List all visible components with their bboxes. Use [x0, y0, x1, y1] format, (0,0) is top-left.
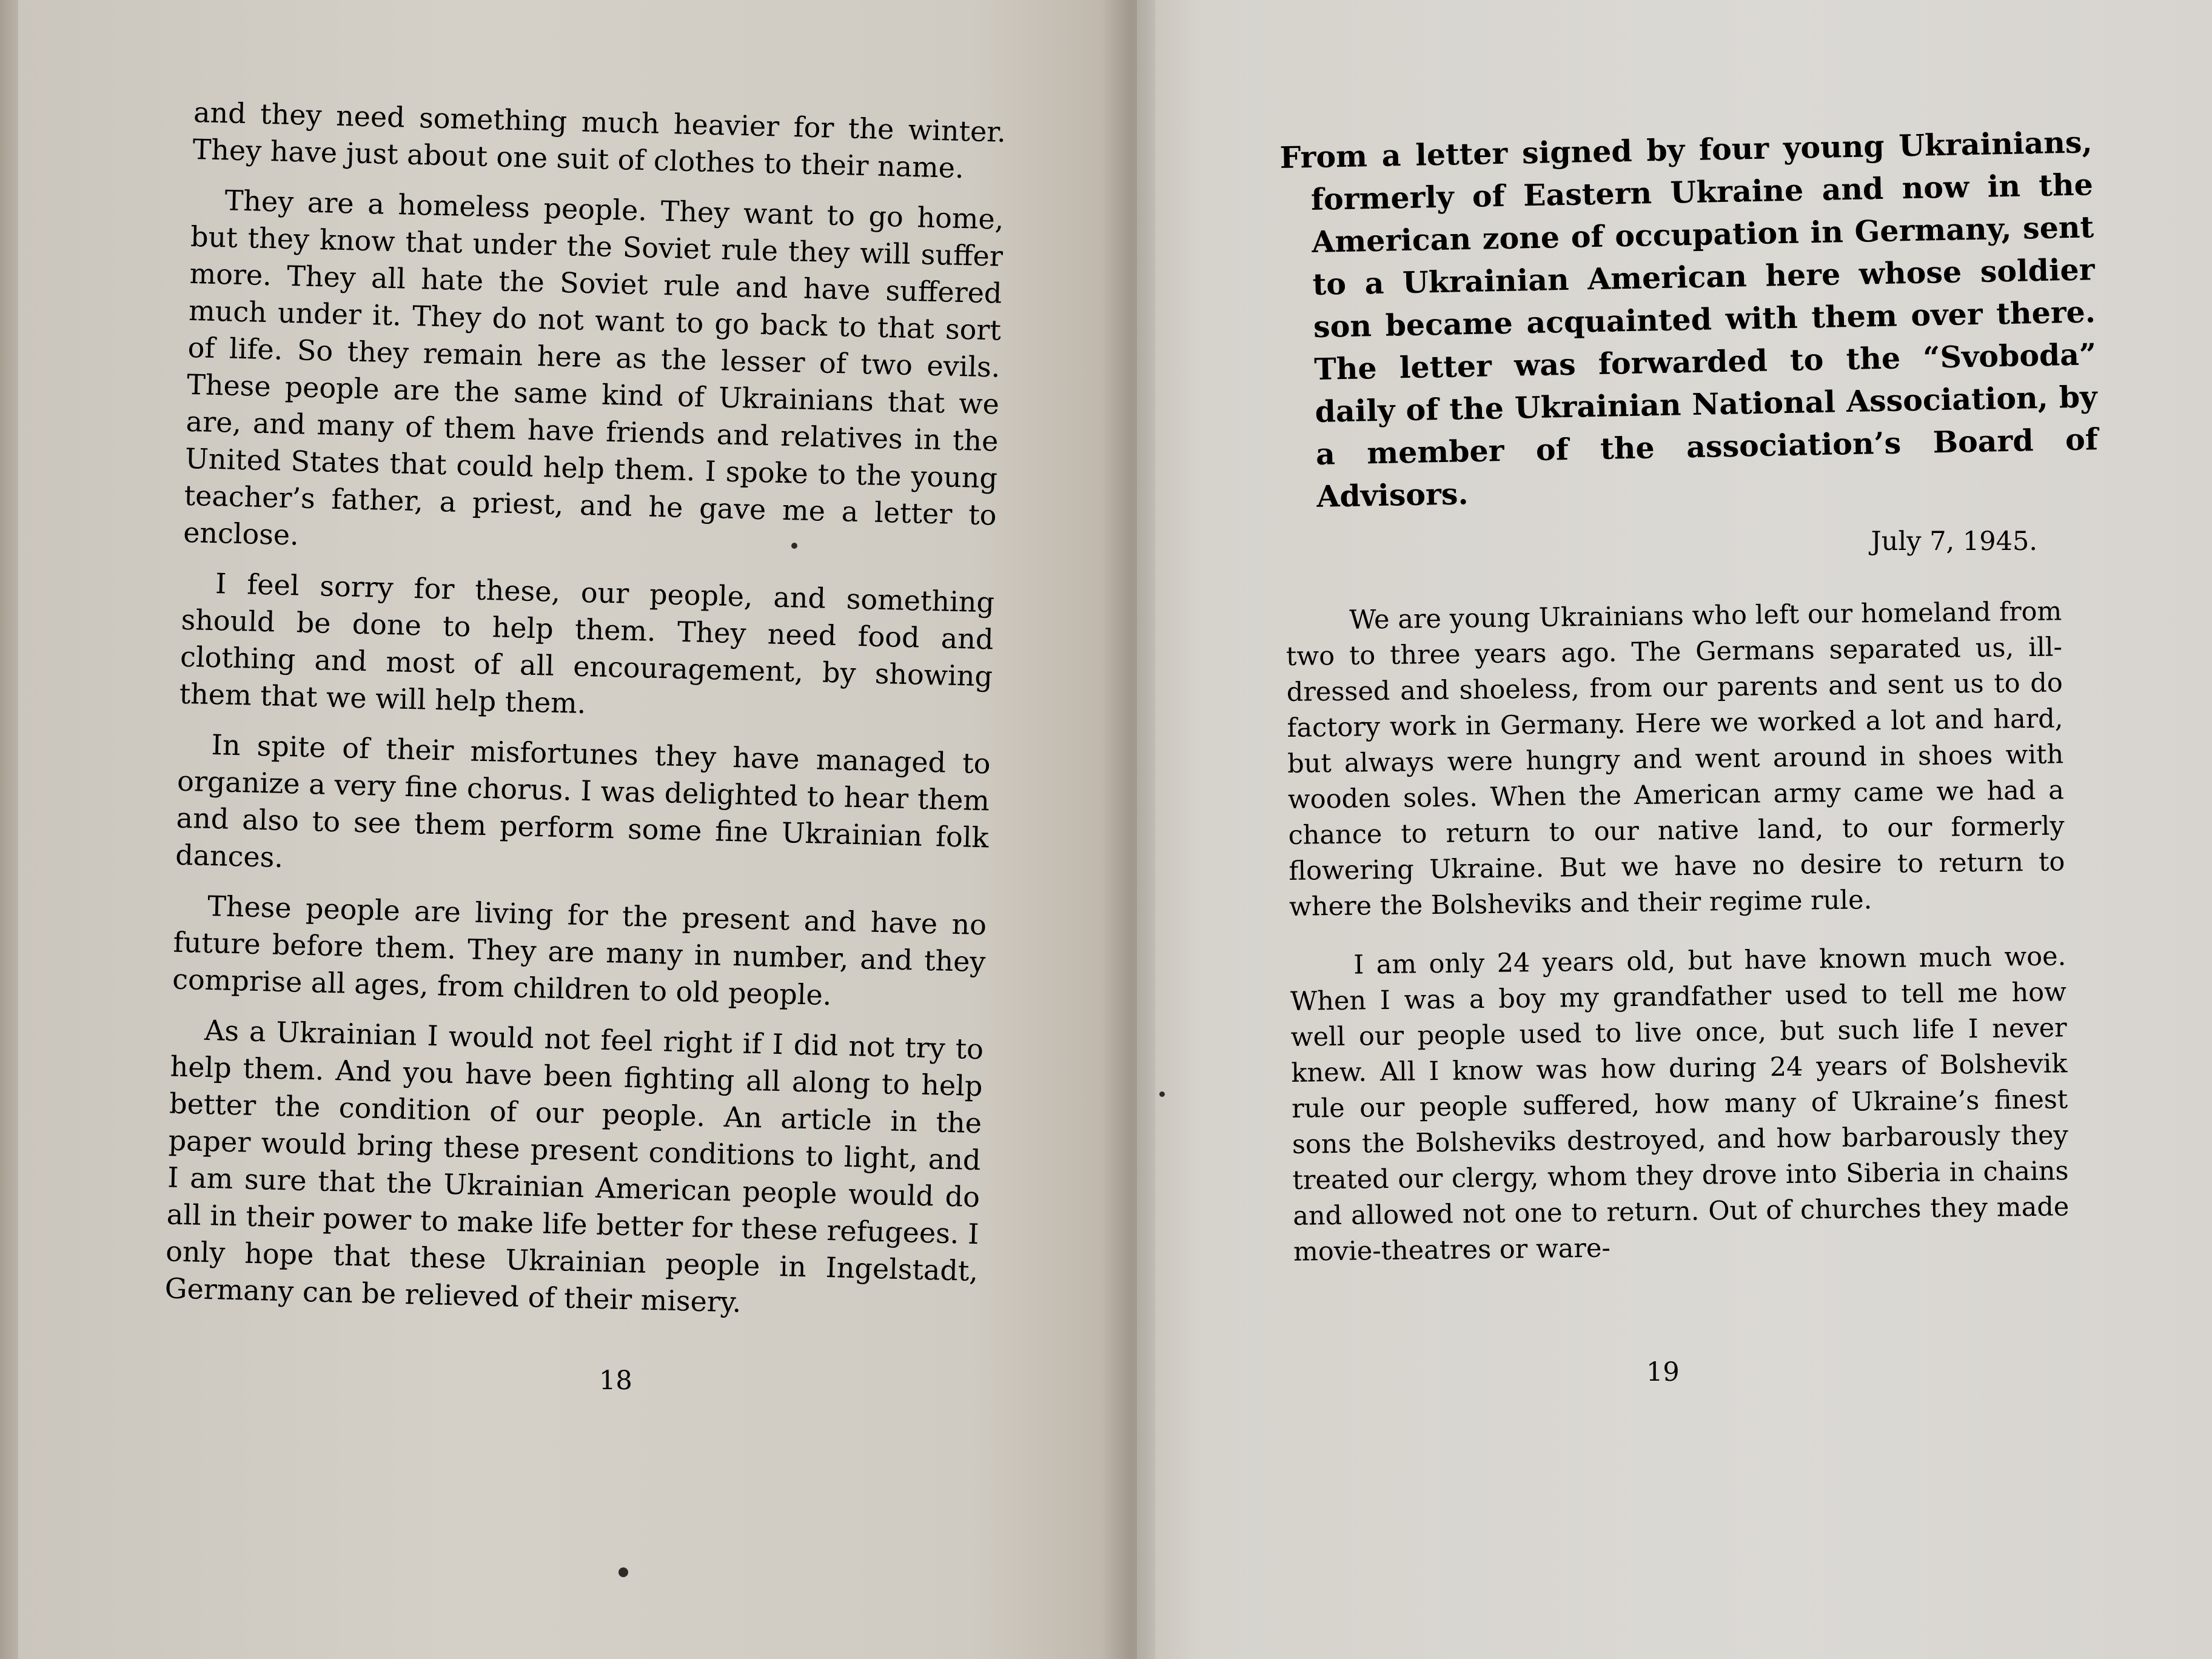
- letter-date: July 7, 1945.: [1871, 526, 2037, 557]
- right-paragraph-1: We are young Ukrainians who left our homeland from two to three years ago. The Germans separated us, ill-dressed and shoeless, from our parents and sent us to do factory work in Germany. Here we worked a lot and hard, but always were hungry and went around in shoes with wooden soles. When the American army came we had a chance to return to our native land, to our formerly flowering Ukraine. But we have no desire to return to where the Bolsheviks and their regime rule.: [1285, 596, 2065, 922]
- left-paragraph-1: and they need something much heavier for the winter. They have just about one suit of clothes to their name.: [192, 95, 1007, 185]
- left-paragraph-4: In spite of their misfortunes they have managed to organize a very fine chorus. I was delighted to hear them and also to see them perform some fine Ukrainian folk dances.: [175, 728, 991, 874]
- right-page-body: [1285, 594, 2070, 1293]
- letter-introduction: From a letter signed by four young Ukrainians, formerly of Eastern Ukraine and now in the American zone of occupation in Germany, sent to a Ukrainian American here whose soldier son became acquainted with them over there. The letter was forwarded to the “Svoboda” daily of the Ukrainian National Association, by a member of the association’s Board of Advisors.: [1279, 124, 2099, 514]
- paper-speck: [1159, 1091, 1165, 1097]
- paper-speck: [618, 1567, 628, 1577]
- right-page-number: 19: [1646, 1357, 1680, 1387]
- left-page-body: [164, 94, 1007, 1340]
- left-paragraph-5: These people are living for the present and have no future before them. They are many in number, and they comprise all ages, from children to old people.: [172, 889, 987, 1012]
- left-paragraph-3: I feel sorry for these, our people, and something should be done to help them. They need food and clothing and most of all encouragement, by showing them that we will help them.: [179, 567, 995, 720]
- left-page-number: 18: [599, 1366, 632, 1396]
- left-paragraph-2: They are a homeless people. They want to go home, but they know that under the Soviet rule they will suffer more. They all hate the Soviet rule and have suffered much under it. They do not want to go back to that sort of life. So they remain here as the lesser of two evils. These people are the same kind of Ukrainians that we are, and many of them have friends and relatives in the United States that could help them. I spoke to the young teacher’s father, a priest, and he gave me a letter to enclose.: [183, 184, 1005, 552]
- book-gutter: [1101, 0, 1155, 1659]
- paper-speck: [791, 543, 797, 549]
- right-paragraph-2: I am only 24 years old, but have known much woe. When I was a boy my grandfather used to tell me how well our people used to live once, but such life I never knew. All I know was how during 24 years of Bolshevik rule our people suffered, how many of Ukraine’s finest sons the Bolsheviks destroyed, and how barbarously they treated our clergy, whom they drove into Siberia in chains and allowed not one to return. Out of churches they made movie-theatres or ware-: [1290, 941, 2070, 1267]
- left-paragraph-6: As a Ukrainian I would not feel right if I did not try to help them. And you have been fighting all along to help better the condition of our people. An article in the paper would bring these present conditions to light, and I am sure that the Ukrainian American people would do all in their power to make life better for these refugees. I only hope that these Ukrainian people in Ingelstadt, Germany can be relieved of their misery.: [164, 1013, 984, 1319]
